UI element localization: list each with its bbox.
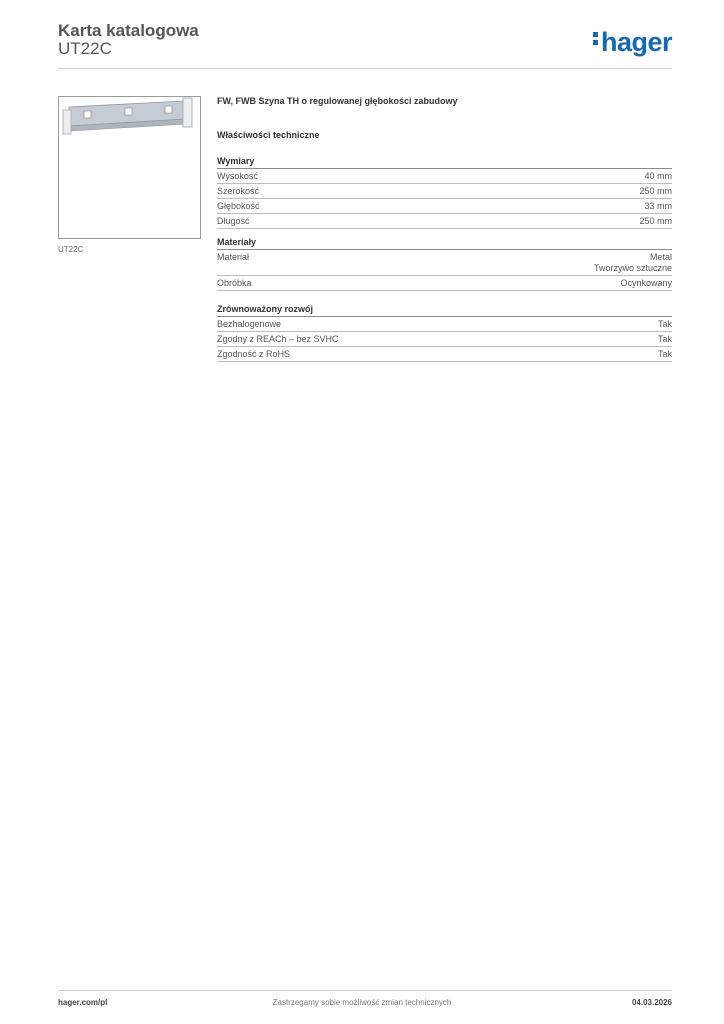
product-reference: UT22C (58, 39, 112, 58)
spec-row (217, 250, 672, 276)
spec-label: Bezhalogenowe (217, 319, 282, 329)
product-image (58, 96, 201, 239)
group-title: Materiały (217, 236, 672, 250)
spec-label: Głębokość (217, 201, 260, 211)
spec-row (217, 347, 672, 362)
spec-value-line: Tworzywo sztuczne (593, 263, 672, 273)
spec-row (217, 184, 672, 199)
spec-label: Wysokość (217, 171, 258, 181)
spec-label: Zgodność z RoHS (217, 349, 291, 359)
spec-label: Materiał (217, 252, 250, 262)
spec-label: Długość (217, 216, 250, 226)
spec-row (217, 214, 672, 229)
image-caption: UT22C (58, 245, 84, 254)
spec-value: Tak (657, 334, 672, 344)
spec-row (217, 199, 672, 214)
page-title: Karta katalogowa (58, 21, 199, 40)
spec-row (217, 169, 672, 184)
spec-label: Obróbka (217, 278, 252, 288)
footer-divider (58, 990, 672, 991)
spec-value: Tak (657, 319, 672, 329)
spec-value: Ocynkowany (620, 278, 672, 288)
dimensions-group (217, 155, 672, 229)
spec-value: 40 mm (644, 171, 672, 181)
group-title: Zrównoważony rozwój (217, 303, 672, 317)
spec-label: Szerokość (217, 186, 260, 196)
spec-label: Zgodny z REACh – bez SVHC (217, 334, 339, 344)
spec-value: 250 mm (639, 186, 672, 196)
product-title: FW, FWB Szyna TH o regulowanej głębokości zabudowy (217, 96, 458, 106)
hager-logo (593, 27, 672, 58)
footer-website: hager.com/pl (58, 998, 108, 1007)
din-rail-illustration (59, 97, 200, 238)
footer-disclaimer: Zastrzegamy sobie możliwość zmian technicznych (272, 998, 452, 1007)
logo-dots-icon (593, 29, 599, 48)
spec-value: 33 mm (644, 201, 672, 211)
spec-value (594, 252, 672, 274)
logo-text: hager (600, 27, 672, 57)
spec-value: 250 mm (639, 216, 672, 226)
header-divider (58, 68, 672, 69)
section-title: Właściwości techniczne (217, 130, 320, 140)
spec-row (217, 276, 672, 291)
footer-date: 04.03.2026 (631, 998, 672, 1007)
spec-row (217, 317, 672, 332)
spec-row (217, 332, 672, 347)
materials-group (217, 236, 672, 291)
sustainability-group (217, 303, 672, 362)
group-title: Wymiary (217, 155, 672, 169)
spec-value-line: Metal (649, 252, 672, 262)
spec-value: Tak (657, 349, 672, 359)
